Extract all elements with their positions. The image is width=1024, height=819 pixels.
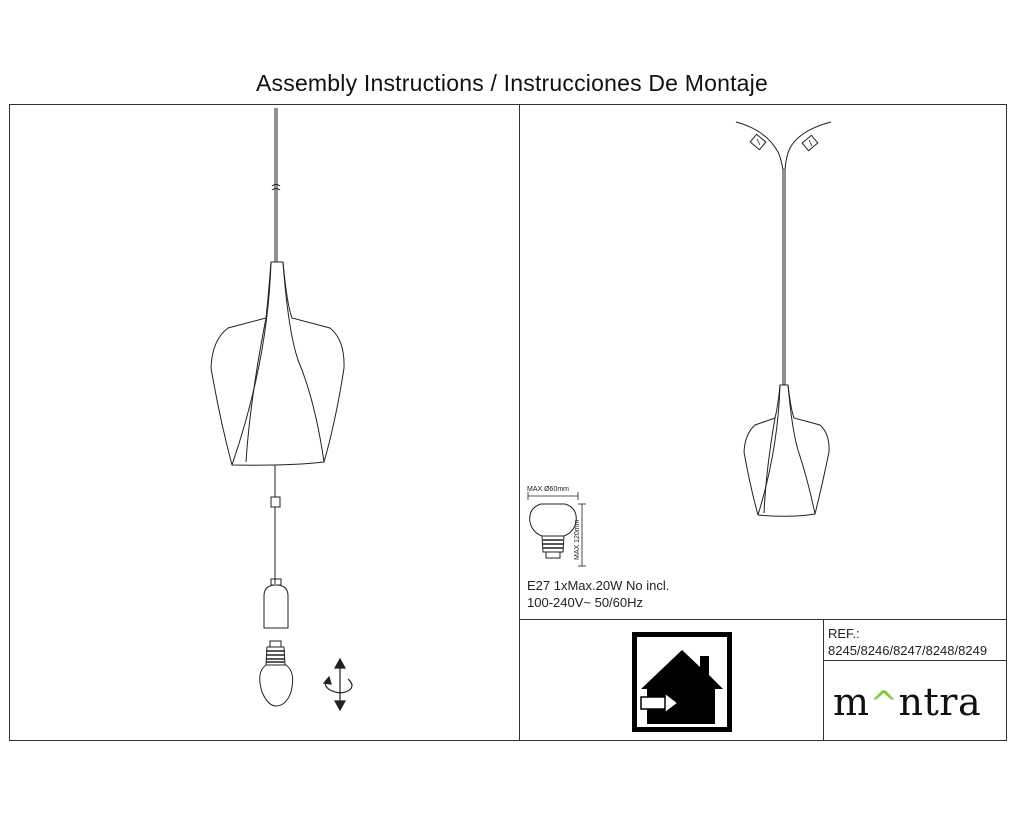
bulb-spec-line1: E27 1xMax.20W No incl. xyxy=(527,578,670,593)
ref-codes: 8245/8246/8247/8248/8249 xyxy=(828,643,988,658)
brand-logo-part1: m xyxy=(833,680,870,724)
exploded-pendant-icon xyxy=(211,108,344,628)
pendant-lamp-icon xyxy=(744,168,829,516)
bulb-spec-line2: 100-240V~ 50/60Hz xyxy=(527,595,644,610)
bulb-icon xyxy=(260,641,293,706)
indoor-use-icon xyxy=(632,632,732,732)
ref-label: REF.: xyxy=(828,626,860,641)
wire-terminal-icon xyxy=(736,122,831,170)
brand-logo-part2: ntra xyxy=(898,680,982,724)
brand-logo-accent: ^ xyxy=(869,684,899,724)
bulb-max-diameter: MAX Ø60mm xyxy=(527,486,570,493)
page-title: Assembly Instructions / Instrucciones De Montaje xyxy=(256,70,768,96)
rotate-arrow-icon xyxy=(324,659,352,710)
brand-logo xyxy=(833,680,981,724)
bulb-max-height: MAX 120mm xyxy=(574,519,581,560)
